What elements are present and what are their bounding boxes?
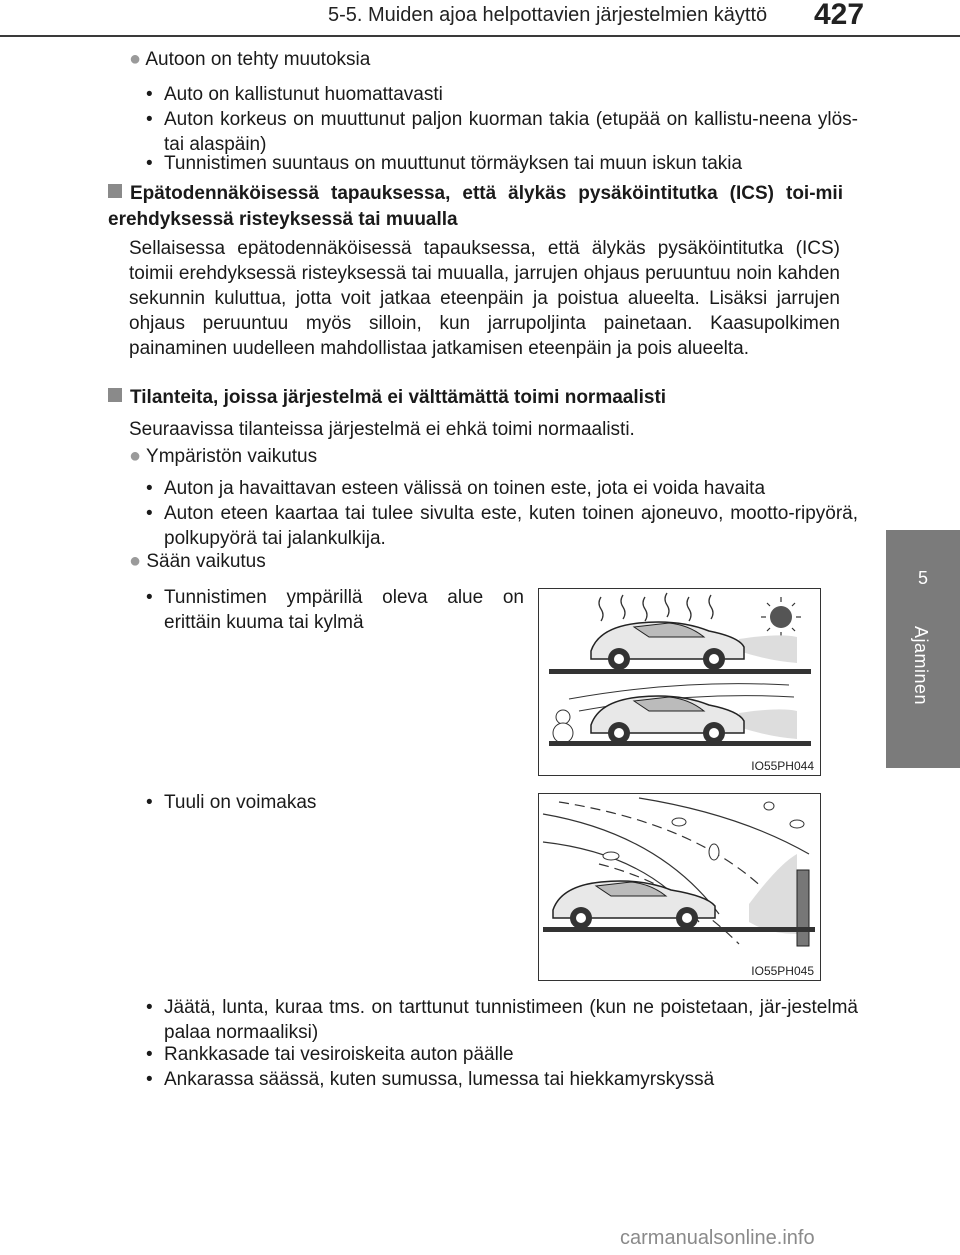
header-divider — [0, 35, 960, 37]
list-item: • Auton ja havaittavan esteen välissä on toinen este, jota ei voida havaita — [146, 478, 766, 499]
dot-bullet-icon: • — [146, 503, 153, 524]
dot-bullet-icon: • — [146, 109, 153, 130]
list-item: • Tunnistimen ympärillä oleva alue on erittäin kuuma tai kylmä — [146, 587, 524, 633]
list-item: • Auto on kallistunut huomattavasti — [146, 84, 443, 105]
dot-bullet-icon: • — [146, 478, 153, 499]
list-item: • Jäätä, lunta, kuraa tms. on tarttunut tunnistimeen (kun ne poistetaan, jär-jestelmä palaa normaaliksi) — [146, 997, 858, 1043]
chapter-side-tab — [886, 530, 960, 768]
illustration-strong-wind — [538, 793, 821, 981]
circle-bullet-icon: ● — [129, 445, 142, 467]
bullet-environment: ● Ympäristön vaikutus — [129, 445, 318, 467]
chapter-title: 5-5. Muiden ajoa helpottavien järjestelmien käyttö — [328, 4, 768, 26]
square-bullet-icon — [108, 184, 122, 198]
dot-bullet-icon: • — [146, 1069, 153, 1090]
list-item: • Ankarassa säässä, kuten sumussa, lumessa tai hiekkamyrskyssä — [146, 1069, 715, 1090]
hot-cold-car-illustration — [539, 589, 820, 775]
list-item: • Tuuli on voimakas — [146, 792, 317, 813]
circle-bullet-icon: ● — [129, 550, 142, 572]
bullet-modifications: ● Autoon on tehty muutoksia — [129, 48, 371, 70]
page-number: 427 — [814, 0, 865, 31]
dot-bullet-icon: • — [146, 1044, 153, 1065]
illustration-hot-cold — [538, 588, 821, 776]
dot-bullet-icon: • — [146, 153, 153, 174]
chapter-number: 5 — [917, 568, 928, 588]
circle-bullet-icon: ● — [129, 48, 142, 70]
paragraph-ics-malfunction: Sellaisessa epätodennäköisessä tapauksessa, että älykäs pysäköintitutka (ICS) toimii erehdyksessä risteyksessä tai muualla, jarrujen ohjaus peruuntuu noin kahden sekunnin kuluttua, jotta voit jatkaa eteenpäin ja poistua alueelta. Lisäksi jarrujen ohjaus peruuntuu myös silloin, kun jarrupoljinta painetaan. Kaasupolkimen painaminen uudelleen mahdollistaa jatkamisen eteenpäin ja pois alueelta. — [129, 238, 840, 359]
paragraph-abnormal-situations: Seuraavissa tilanteissa järjestelmä ei ehkä toimi normaalisti. — [129, 419, 635, 440]
chapter-label: Ajaminen — [911, 626, 931, 706]
section-heading-ics-malfunction: Epätodennäköisessä tapauksessa, että älykäs pysäköintitutka (ICS) toi-mii erehdyksessä risteyksessä tai muualla — [108, 183, 843, 230]
square-bullet-icon — [108, 388, 122, 402]
dot-bullet-icon: • — [146, 792, 153, 813]
dot-bullet-icon: • — [146, 587, 153, 608]
dot-bullet-icon: • — [146, 997, 153, 1018]
dot-bullet-icon: • — [146, 84, 153, 105]
figure-code: IO55PH045 — [751, 964, 814, 978]
list-item: • Auton korkeus on muuttunut paljon kuorman takia (etupää on kallistu-neena ylös- tai alaspäin) — [146, 109, 858, 155]
list-item: • Rankkasade tai vesiroiskeita auton päälle — [146, 1044, 514, 1065]
section-heading-abnormal-situations: Tilanteita, joissa järjestelmä ei välttämättä toimi normaalisti — [108, 385, 843, 411]
list-item: • Auton eteen kaartaa tai tulee sivulta este, kuten toinen ajoneuvo, mootto-ripyörä, polkupyörä tai jalankulkija. — [146, 503, 858, 549]
wind-car-illustration — [539, 794, 820, 980]
bullet-weather: ● Sään vaikutus — [129, 550, 266, 572]
watermark-text: carmanualsonline.info — [620, 1227, 815, 1249]
page-header — [0, 0, 960, 36]
list-item: • Tunnistimen suuntaus on muuttunut törmäyksen tai muun iskun takia — [146, 153, 743, 174]
figure-code: IO55PH044 — [751, 759, 814, 773]
